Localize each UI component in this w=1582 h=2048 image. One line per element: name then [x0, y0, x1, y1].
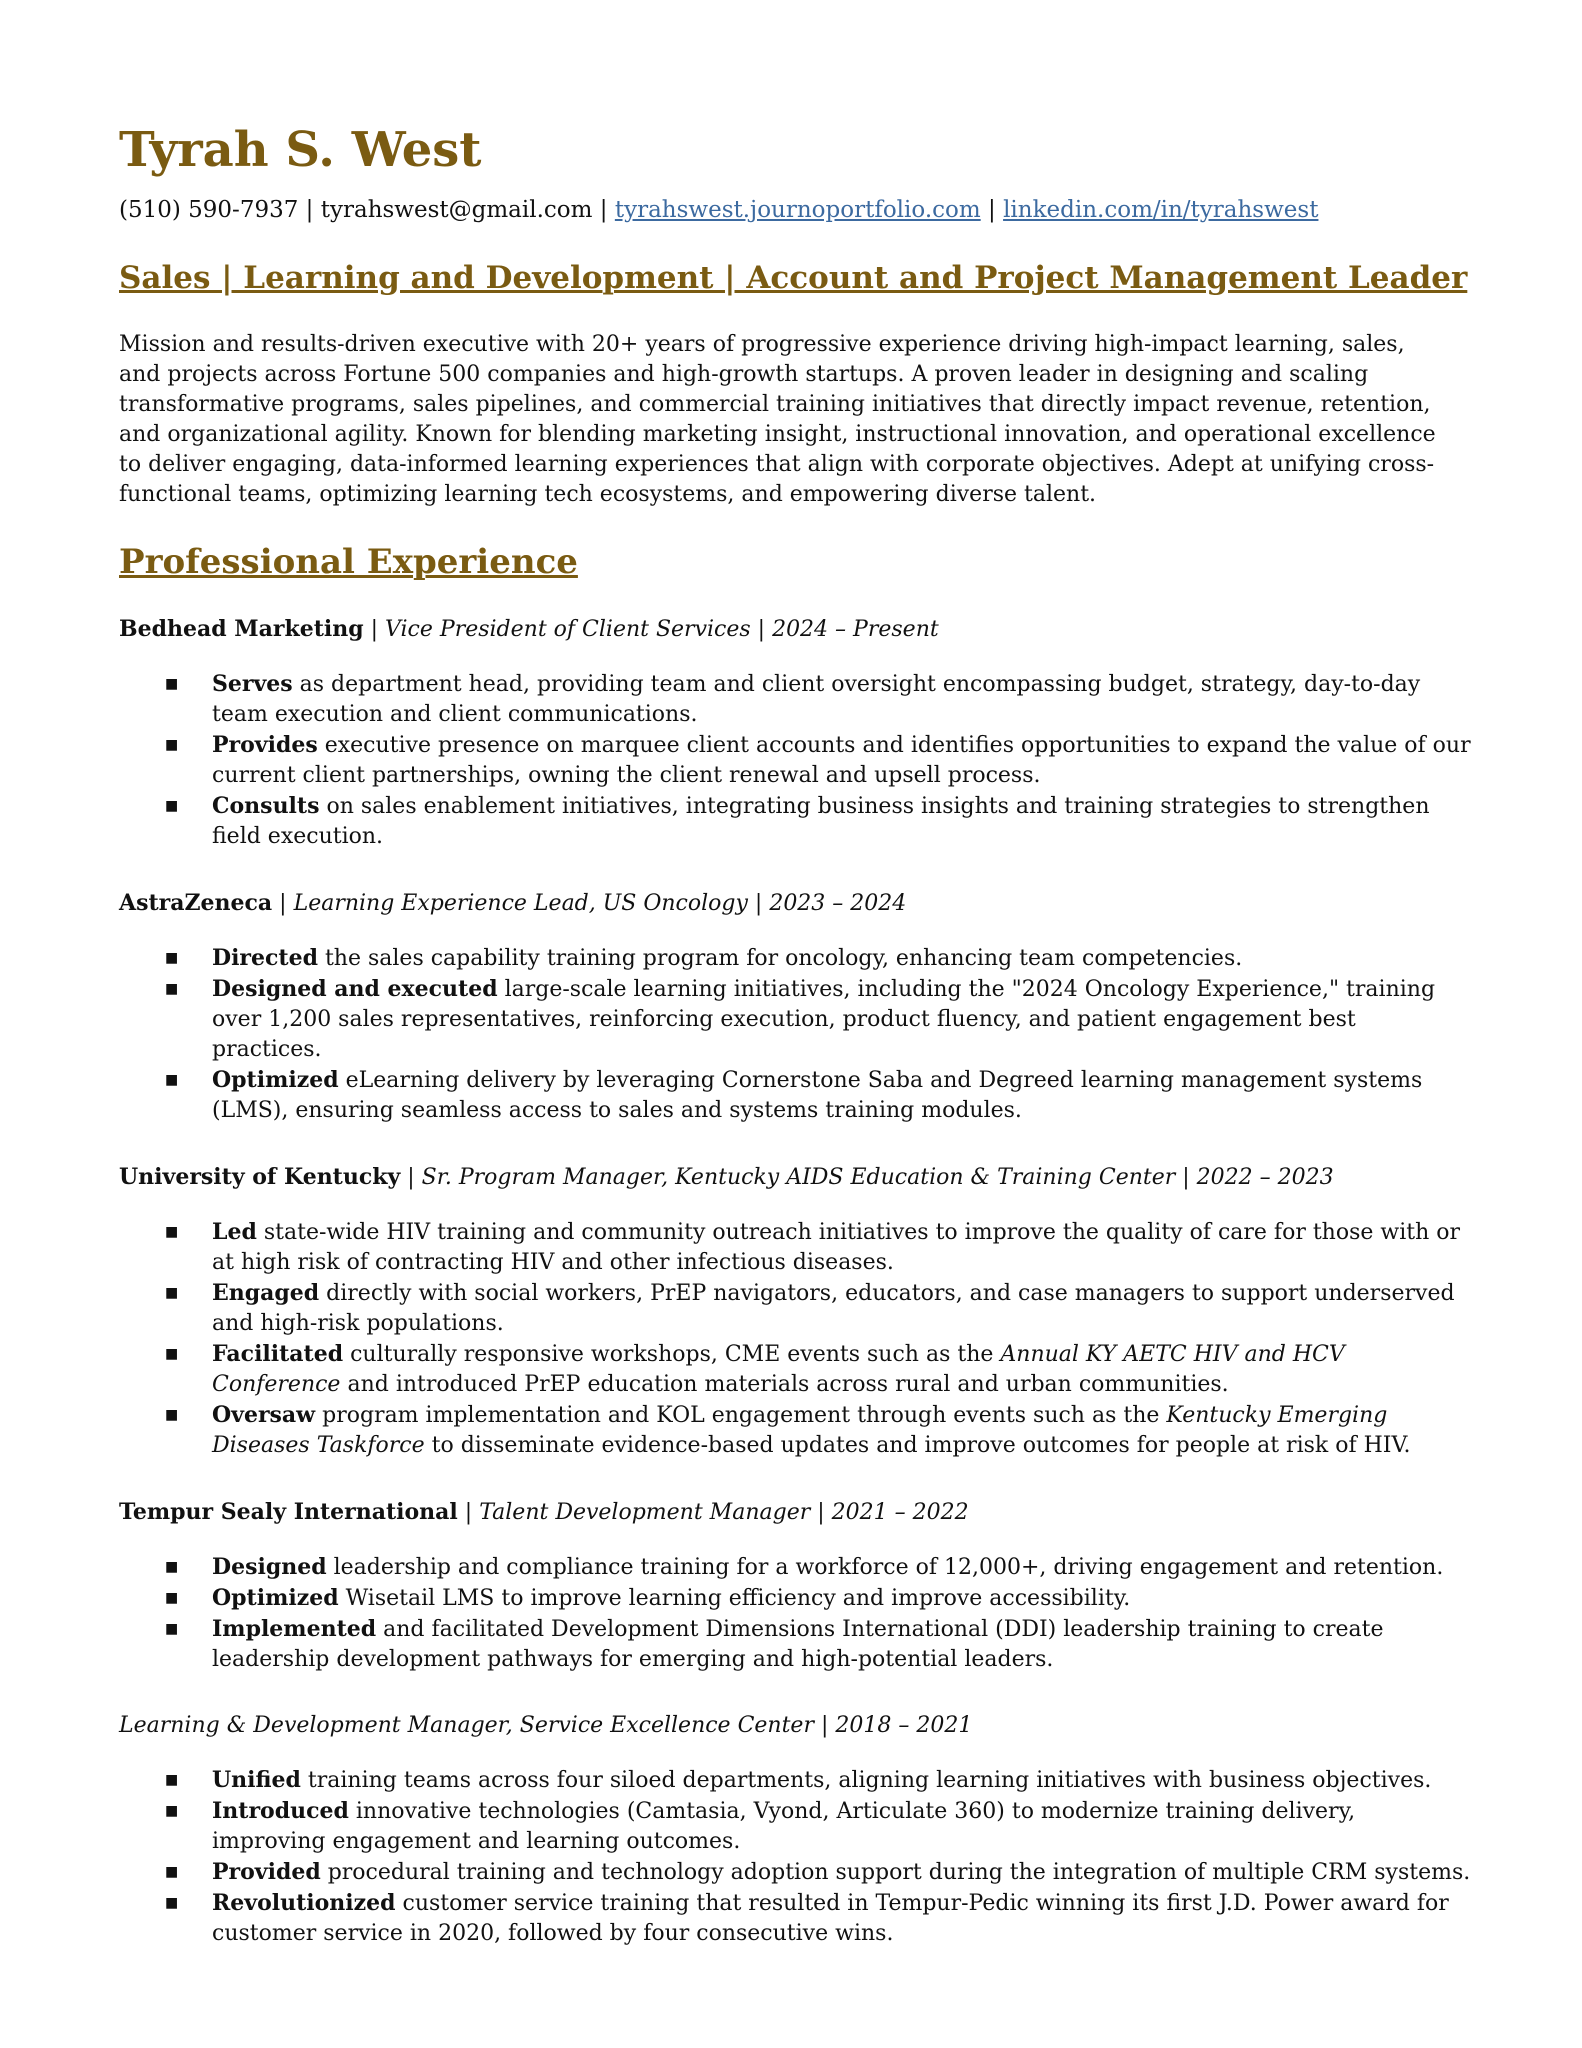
experience-section-title: Professional Experience [119, 542, 578, 582]
bullet-text: Wisetail LMS to improve learning efficiency and improve accessibility. [338, 1586, 1131, 1611]
job-bullet-list [119, 943, 1459, 1126]
contact-line [119, 194, 1459, 226]
bullet-square-icon: ■ [165, 1224, 179, 1240]
bullet-square-icon: ■ [165, 676, 179, 692]
job-bullet [119, 1400, 1472, 1461]
bullet-square-icon: ■ [165, 1895, 179, 1911]
bullet-lead-verb: Consults [212, 793, 320, 819]
phone-number: (510) 590-7937 [119, 197, 299, 223]
company-name: AstraZeneca [119, 890, 273, 916]
job-role-and-dates: Learning Experience Lead, US Oncology | 2023 – 2024 [293, 891, 907, 916]
job-bullet [119, 1552, 1472, 1583]
bullet-text: large-scale learning initiatives, including the "2024 Oncology Experience," training over 1,200 sales representatives, reinforcing execution, product fluency, and patient engagement best practices. [212, 977, 1436, 1062]
resume-content [119, 118, 1471, 1949]
bullet-text: as department head, providing team and client oversight encompassing budget, strategy, day-to-day team execution and client communications. [212, 672, 1421, 727]
job-bullet [119, 791, 1472, 852]
bullet-text: culturally responsive workshops, CME events such as the [343, 1342, 1001, 1367]
job-entry [119, 614, 1471, 852]
heading-separator: | [363, 617, 386, 642]
experience-list [119, 614, 1471, 1949]
heading-separator: | [457, 1500, 480, 1525]
bullet-lead-verb: Provided [212, 1859, 321, 1885]
bullet-text: on sales enablement initiatives, integrating business insights and training strategies to strengthen field execution. [212, 794, 1430, 849]
bullet-lead-verb: Serves [212, 671, 293, 697]
bullet-square-icon: ■ [165, 737, 179, 753]
bullet-square-icon: ■ [165, 1772, 179, 1788]
email-address: tyrahswest@gmail.com [320, 197, 593, 223]
bullet-event-name: Annual KY AETC HIV and HCV Conference [212, 1342, 1345, 1397]
job-bullet-list [119, 1217, 1459, 1461]
job-bullet [119, 943, 1472, 974]
bullet-text: executive presence on marquee client accounts and identifies opportunities to expand the value of our current client partnerships, owning the client renewal and upsell process. [212, 733, 1471, 788]
bullet-text-tail: to disseminate evidence-based updates and improve outcomes for people at risk of HIV. [424, 1433, 1411, 1458]
job-entry [119, 1497, 1459, 1675]
bullet-text: innovative technologies (Camtasia, Vyond, Articulate 360) to modernize training delivery, improving engagement and learning outcomes. [212, 1799, 1356, 1854]
bullet-text: and facilitated Development Dimensions International (DDI) leadership training to create leadership development pathways for emerging and high-potential leaders. [212, 1617, 1384, 1672]
job-role-and-dates: Learning & Development Manager, Service Excellence Center | 2018 – 2021 [119, 1713, 973, 1738]
bullet-square-icon: ■ [165, 1864, 179, 1880]
bullet-text: program implementation and KOL engagement through events such as the [315, 1403, 1167, 1428]
job-bullet [119, 730, 1472, 791]
job-bullet [119, 1339, 1472, 1400]
bullet-lead-verb: Revolutionized [212, 1890, 396, 1916]
bullet-lead-verb: Designed and executed [212, 976, 498, 1002]
company-name: Bedhead Marketing [119, 616, 364, 642]
job-bullet [119, 1217, 1472, 1278]
job-role-and-dates: Sr. Program Manager, Kentucky AIDS Education & Training Center | 2022 – 2023 [421, 1165, 1334, 1190]
bullet-lead-verb: Optimized [212, 1585, 339, 1611]
bullet-square-icon: ■ [165, 1621, 179, 1637]
bullet-square-icon: ■ [165, 1346, 179, 1362]
job-bullet [119, 1888, 1472, 1949]
bullet-square-icon: ■ [165, 981, 179, 997]
job-bullet-list [119, 669, 1471, 852]
job-bullet [119, 1278, 1472, 1339]
bullet-text: leadership and compliance training for a workforce of 12,000+, driving engagement and retention. [326, 1555, 1444, 1580]
company-name: Tempur Sealy International [119, 1499, 458, 1525]
bullet-square-icon: ■ [165, 1803, 179, 1819]
job-bullet-list [119, 1765, 1471, 1949]
candidate-name: Tyrah S. West [119, 122, 482, 178]
linkedin-link[interactable]: linkedin.com/in/tyrahswest [1003, 197, 1319, 223]
bullet-text: the sales capability training program for oncology, enhancing team competencies. [317, 946, 1243, 971]
bullet-square-icon: ■ [165, 1559, 179, 1575]
bullet-text: training teams across four siloed departments, aligning learning initiatives with business objectives. [300, 1768, 1432, 1793]
job-entry [119, 1162, 1459, 1461]
bullet-square-icon: ■ [165, 1407, 179, 1423]
bullet-text: procedural training and technology adoption support during the integration of multiple CRM systems. [320, 1860, 1471, 1885]
job-entry [119, 1711, 1471, 1949]
bullet-lead-verb: Implemented [212, 1616, 377, 1642]
job-bullet [119, 1065, 1472, 1126]
bullet-lead-verb: Optimized [212, 1067, 339, 1093]
job-bullet-list [119, 1552, 1459, 1675]
job-role-and-dates: Vice President of Client Services | 2024 – Present [385, 617, 939, 642]
bullet-lead-verb: Oversaw [212, 1402, 316, 1428]
job-bullet [119, 1765, 1472, 1796]
contact-separator: | [980, 197, 1004, 223]
bullet-event-name: Kentucky Emerging Diseases Taskforce [212, 1403, 1388, 1458]
bullet-lead-verb: Provides [212, 732, 318, 758]
bullet-lead-verb: Facilitated [212, 1341, 344, 1367]
bullet-lead-verb: Directed [212, 945, 318, 971]
bullet-lead-verb: Introduced [212, 1798, 349, 1824]
job-bullet [119, 1614, 1472, 1675]
bullet-square-icon: ■ [165, 1285, 179, 1301]
job-heading [119, 1497, 1459, 1528]
bullet-lead-verb: Unified [212, 1767, 301, 1793]
bullet-square-icon: ■ [165, 1590, 179, 1606]
job-heading [119, 1711, 1459, 1741]
job-bullet [119, 1583, 1472, 1614]
professional-headline: Sales | Learning and Development | Account and Project Management Leader [119, 260, 1468, 296]
contact-separator: | [592, 197, 615, 223]
job-role-and-dates: Talent Development Manager | 2021 – 2022 [479, 1500, 969, 1525]
bullet-square-icon: ■ [165, 1072, 179, 1088]
bullet-text: directly with social workers, PrEP navigators, educators, and case managers to support underserved and high-risk populations. [212, 1281, 1455, 1336]
heading-separator: | [272, 891, 294, 916]
heading-separator: | [400, 1165, 422, 1190]
job-bullet [119, 1857, 1472, 1888]
bullet-text: eLearning delivery by leveraging Cornerstone Saba and Degreed learning management systems (LMS), ensuring seamless access to sales and systems training modules. [212, 1068, 1423, 1123]
bullet-lead-verb: Engaged [212, 1280, 320, 1306]
portfolio-link[interactable]: tyrahswest.journoportfolio.com [614, 197, 981, 223]
bullet-text: customer service training that resulted in Tempur-Pedic winning its first J.D. Power award for customer service in 2020, followed by four consecutive wins. [212, 1891, 1449, 1946]
job-bullet [119, 974, 1472, 1065]
job-bullet [119, 669, 1472, 730]
bullet-square-icon: ■ [165, 798, 179, 814]
summary-paragraph: Mission and results-driven executive with 20+ years of progressive experience driving high-impact learning, sales, and projects across Fortune 500 companies and high-growth startups. A proven leader in designing and scaling transformative programs, sales pipelines, and commercial training initiatives that directly impact revenue, retention, and organizational agility. Known for blending marketing insight, instructional innovation, and operational excellence to deliver engaging, data-informed learning experiences that align with corporate objectives. Adept at unifying cross-functional teams, optimizing learning tech ecosystems, and empowering diverse talent. [119, 332, 1436, 507]
bullet-square-icon: ■ [165, 950, 179, 966]
job-heading [119, 888, 1459, 919]
job-heading [119, 1162, 1459, 1193]
bullet-text-tail: and introduced PrEP education materials across rural and urban communities. [340, 1372, 1229, 1397]
job-entry [119, 888, 1459, 1126]
bullet-lead-verb: Designed [212, 1554, 327, 1580]
job-bullet [119, 1796, 1472, 1857]
company-name: University of Kentucky [119, 1164, 401, 1190]
bullet-text: state-wide HIV training and community outreach initiatives to improve the quality of care for those with or at high risk of contracting HIV and other infectious diseases. [212, 1220, 1461, 1275]
contact-separator: | [298, 197, 321, 223]
job-heading [119, 614, 1459, 645]
bullet-lead-verb: Led [212, 1219, 257, 1245]
